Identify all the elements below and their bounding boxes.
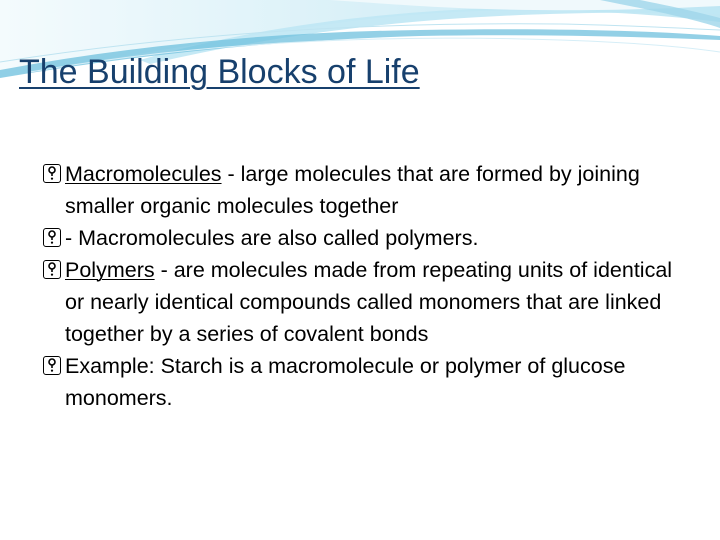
slide-title: The Building Blocks of Life	[19, 53, 420, 91]
bullet-text: - are molecules made from repeating units of identical or nearly identical compounds called monomers that are linked together by a series of covalent bonds	[65, 258, 673, 346]
bullet-item	[40, 222, 690, 254]
missing-glyph-icon	[43, 228, 61, 247]
bullet-item	[40, 254, 690, 350]
missing-glyph-icon	[43, 260, 61, 279]
bullet-term: Macromolecules	[65, 162, 222, 186]
bullet-term: Polymers	[65, 258, 155, 282]
missing-glyph-icon	[43, 164, 61, 183]
bullet-list	[40, 158, 690, 414]
bullet-text: - large molecules that are formed by joining smaller organic molecules together	[65, 162, 640, 218]
bullet-item	[40, 158, 690, 222]
bullet-text: Example: Starch is a macromolecule or polymer of glucose monomers.	[65, 354, 626, 410]
missing-glyph-icon	[43, 356, 61, 375]
bullet-item	[40, 350, 690, 414]
bullet-text: - Macromolecules are also called polymers.	[65, 226, 479, 250]
